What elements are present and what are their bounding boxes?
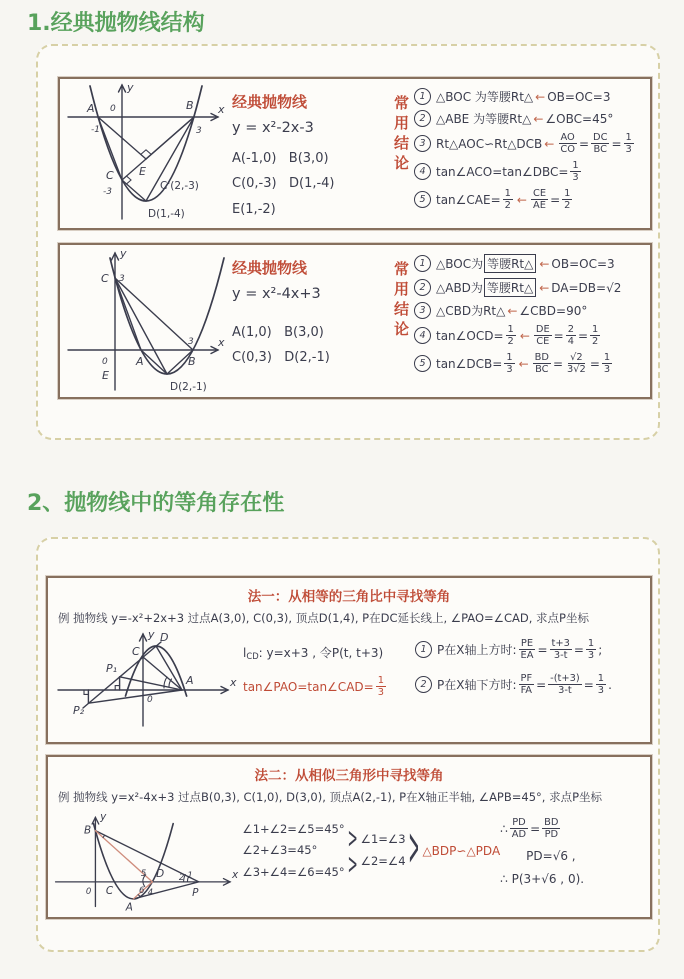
axis-label-y: y [120,247,127,260]
conclusions-list-1 [412,79,650,228]
conclusion-text: △BOC为 等腰Rt△ ← OB=OC=3 [436,254,615,273]
conclusion-row [414,110,646,127]
conclusion-row [414,88,646,105]
classic-1-title: 经典抛物线 [232,93,308,111]
conclusion-text: tan∠ACO=tan∠DBC= $\frac{1}{3}$ [436,160,579,184]
point-label: A [87,102,95,115]
angle-label-6: 6 [139,886,145,897]
tick-label: 3 [119,274,125,284]
classic-2-title: 经典抛物线 [232,259,308,277]
case-text: P在X轴上方时: $\frac{PE}{EA}$ = $\frac{t+3}{3-t}$ = $\frac{1}{3}$ ; [437,638,603,662]
conclusions-list-2 [412,245,650,397]
axis-label-x: x [218,103,225,116]
conclusion-row [414,278,646,297]
item-number: 5 [414,355,431,372]
axis-label-y: y [127,81,134,94]
common-conclusions-label-2: 常用结论 [392,261,410,341]
tick-label: -3 [103,187,112,197]
angle-equation: ∠2+∠3=45° [242,843,318,858]
conclusion-text: △CBD为Rt△ ← ∠CBD=90° [436,303,588,318]
method-2-angle-derivation [242,807,500,883]
tangent-equality: tan∠PAO=tan∠CAD= $\frac{1}{3}$ [243,675,384,699]
item-number: 3 [414,135,431,152]
panel-classic-parabola-2 [58,243,652,399]
conclusion-text: Rt△AOC∽Rt△DCB ← $\frac{AO}{CO}$ = $\frac{DC}{BC}$ = $\frac{1}{3}$ [436,132,632,156]
case-row [415,673,650,696]
method-2-example: 例 抛物线 y=x²-4x+3 过点B(0,3), C(1,0), D(3,0), 顶点A(2,-1), P在X轴正半轴, ∠APB=45°, 求点P坐标 [58,790,603,804]
conclusion-text: tan∠OCD= $\frac{1}{2}$ ← $\frac{DE}{CE}$ = $\frac{2}{4}$ = $\frac{1}{2}$ [436,324,599,348]
case-row [415,638,650,661]
conclusion-row [414,324,646,347]
point-label: A [125,901,133,914]
point-label: C [101,272,109,285]
classic-1-points-3: E(1,-2) [232,201,276,217]
point-label: D [156,868,165,881]
angle-label-1: 1 [187,871,193,882]
classic-1-equation: y = x²-2x-3 [232,120,314,136]
point-label: P [192,887,199,900]
axis-label-x: x [230,676,237,689]
angle-label-5: 5 [140,869,147,880]
conclusion-row [414,188,646,211]
point-label: C [106,169,114,182]
point-label: C'(2,-3) [160,180,199,192]
conclusion-text: △ABE 为等腰Rt△ ← ∠OBC=45° [436,111,614,126]
classic-1-points-1: A(-1,0) B(3,0) [232,151,329,166]
axis-label-x: x [218,336,225,349]
parabola-graph-4 [48,807,242,915]
tick-label: 3 [188,337,194,347]
conclusion-row [414,352,646,375]
panel-method-2 [46,755,652,919]
result-pd: PD=√6 , [526,849,576,864]
common-conclusions-label-1: 常用结论 [392,95,410,175]
panel-method-1 [46,576,652,744]
method-2-title: 法二：从相似三角形中寻找等角 [254,768,444,784]
similar-triangles: △BDP∽△PDA [422,843,501,858]
parabola-graph-1 [60,79,228,224]
conclusion-text: △ABD为 等腰Rt△ ← DA=DB=√2 [436,278,621,297]
conclusion-row [414,132,646,155]
method-1-title: 法一：从相等的三角比中寻找等角 [247,589,451,605]
derived-equality: ∠1=∠3 [360,832,406,847]
point-label: A [186,674,194,687]
point-label: B [186,99,194,112]
result-point: ∴ P(3+√6 , 0). [500,872,585,887]
point-label: D [160,631,169,644]
brace: > [408,819,420,883]
brace-group: > > [347,821,358,881]
point-label: D(1,-4) [148,208,185,220]
classic-2-info [228,245,382,397]
derived-equality: ∠2=∠4 [360,853,406,868]
method-1-example: 例 抛物线 y=-x²+2x+3 过点A(3,0), C(0,3), 顶点D(1,4), P在DC延长线上, ∠PAO=∠CAD, 求点P坐标 [58,611,589,625]
origin-label: 0 [102,357,108,367]
conclusion-row [414,302,646,319]
result-ratio: ∴ $\frac{PD}{AD}$ = $\frac{BD}{PD}$ [500,817,559,841]
conclusion-text: tan∠CAE= $\frac{1}{2}$ ← $\frac{CE}{AE}$ = $\frac{1}{2}$ [436,188,571,212]
point-label: C [105,885,114,898]
method-1-cases [415,628,650,708]
point-label: D(2,-1) [170,381,207,393]
parabola-graph-3 [48,628,243,731]
parabola-graph-2 [60,245,228,395]
line-cd-equation: l CD : y=x+3 , 令P(t, t+3) [243,645,384,661]
conclusion-row [414,254,646,273]
point-label: P₁ [106,662,118,675]
panel-classic-parabola-1 [58,77,652,230]
point-label: P₂ [73,704,85,717]
item-number: 2 [414,110,431,127]
conclusion-text: △BOC 为等腰Rt△ ← OB=OC=3 [436,89,611,104]
point-label: E [102,369,109,382]
classic-2-points-2: C(0,3) D(2,-1) [232,350,330,366]
axis-label-y: y [148,628,155,641]
classic-2-equation: y = x²-4x+3 [232,286,321,302]
angle-label-2: 2 [178,872,185,883]
case-text: P在X轴下方时: $\frac{PF}{FA}$ = $\frac{-(t+3)}{3-t}$ = $\frac{1}{3}$ . [437,673,612,697]
tick-label: 3 [196,126,202,136]
method-2-results [500,807,650,895]
point-label: E [139,165,146,178]
origin-label: 0 [110,104,116,114]
item-number: 2 [415,676,432,693]
item-number: 5 [414,191,431,208]
item-number: 3 [414,302,431,319]
item-number: 2 [414,279,431,296]
conclusion-row [414,160,646,183]
item-number: 1 [414,88,431,105]
axis-label-x: x [231,869,239,882]
point-label: A [136,355,144,368]
item-number: 1 [414,255,431,272]
tick-label: -1 [91,125,100,135]
origin-label: 0 [147,695,153,705]
point-label: B [84,824,92,837]
item-number: 4 [414,163,431,180]
origin-label: 0 [85,887,92,898]
angle-equation: ∠3+∠4=∠6=45° [242,864,345,879]
method-1-working [243,628,415,698]
angle-equation: ∠1+∠2=∠5=45° [242,822,345,836]
classic-1-points-2: C(0,-3) D(1,-4) [232,176,335,192]
section2-heading: 2、抛物线中的等角存在性 [27,491,285,516]
conclusion-text: tan∠DCB= $\frac{1}{3}$ ← $\frac{BD}{BC}$ = $\frac{√2}{3√2}$ = $\frac{1}{3}$ [436,352,611,376]
point-label: B [188,355,196,368]
section1-heading: 1.经典抛物线结构 [27,11,205,36]
item-number: 1 [415,641,432,658]
item-number: 4 [414,327,431,344]
axis-label-y: y [100,811,107,824]
angle-label-4: 4 [147,888,154,899]
classic-1-info [228,79,382,228]
point-label: C [132,645,140,658]
classic-2-points-1: A(1,0) B(3,0) [232,325,324,340]
